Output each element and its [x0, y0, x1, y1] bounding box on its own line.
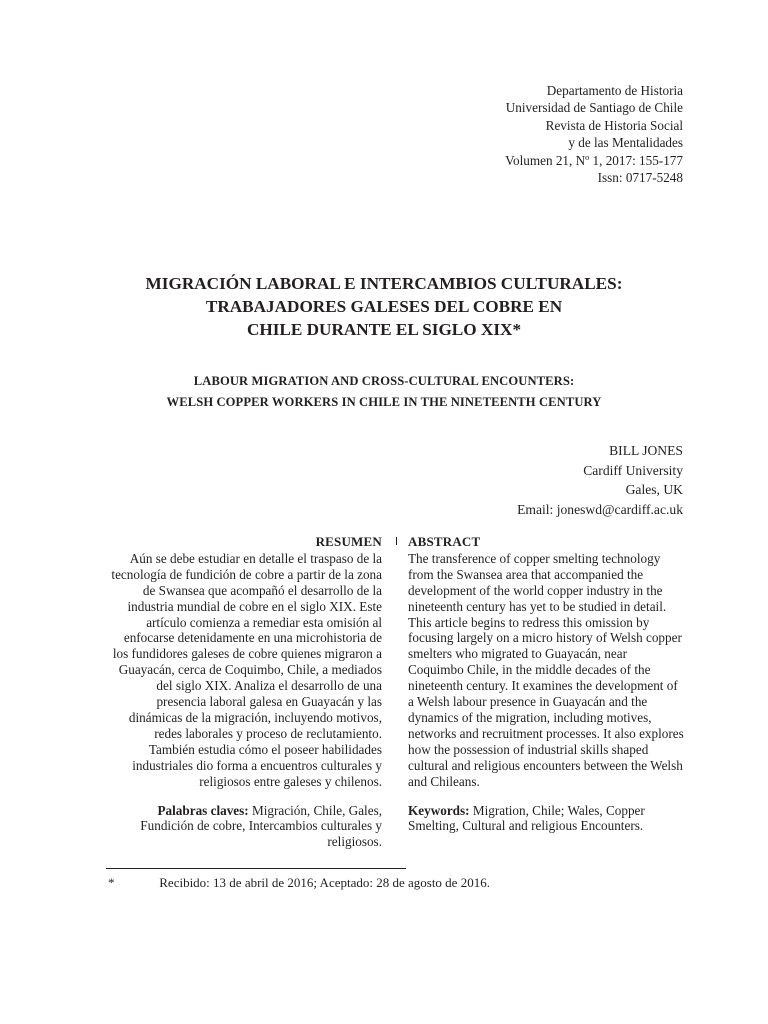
author-name: BILL JONES [609, 443, 683, 458]
resumen-keywords-label: Palabras claves: [157, 802, 249, 818]
resumen-heading: RESUMEN [315, 534, 382, 549]
header-journal-name-cont: y de las Mentalidades [568, 135, 683, 151]
footnote-text: Recibido: 13 de abril de 2016; Aceptado: 28 de agosto de 2016. [159, 875, 490, 890]
title-es-line: MIGRACIÓN LABORAL E INTERCAMBIOS CULTURALES: [145, 274, 623, 293]
abstract-column [408, 534, 684, 834]
abstract-keywords [408, 803, 684, 835]
journal-header [505, 82, 683, 186]
header-issn: Issn: 0717-5248 [597, 170, 683, 186]
article-title-spanish [60, 272, 708, 341]
header-journal-name: Revista de Historia Social [545, 117, 683, 133]
title-en-line: LABOUR MIGRATION AND CROSS-CULTURAL ENCOUNTERS: [193, 374, 575, 388]
header-department: Departamento de Historia [546, 83, 683, 98]
header-volume: Volumen 21, Nº 1, 2017: 155-177 [505, 152, 683, 168]
footnote [108, 875, 490, 891]
abstract-heading: ABSTRACT [408, 534, 481, 549]
resumen-keywords [106, 803, 382, 851]
title-en-line: WELSH COPPER WORKERS IN CHILE IN THE NINETEENTH CENTURY [166, 394, 602, 409]
title-es-line: CHILE DURANTE EL SIGLO XIX* [246, 320, 522, 339]
title-es-line: TRABAJADORES GALESES DEL COBRE EN [205, 297, 563, 316]
column-divider [396, 537, 397, 545]
footnote-rule [106, 868, 406, 869]
resumen-text: Aún se debe estudiar en detalle el traspaso de la tecnología de fundición de cobre a partir de la zona de Swansea que acompañó el desarrollo de la industria mundial de cobre en el siglo XIX. Este artículo comienza a remediar esta omisión al enfocarse detenidamente en una microhistoria de los fundidores galeses de cobre quienes migraron a Guayacán, cerca de Coquimbo, Chile, a mediados del siglo XIX. Analiza el desarrollo de una presencia laboral galesa en Guayacán y las dinámicas de la migración, incluyendo motivos, redes laborales y proceso de reclutamiento. También estudia cómo el poseer habilidades industriales dio forma a encuentros culturales y religiosos entre galeses y chilenos. [111, 550, 382, 789]
header-university: Universidad de Santiago de Chile [505, 100, 683, 116]
abstract-keywords-label: Keywords: [408, 802, 470, 818]
footnote-mark: * [108, 875, 115, 890]
author-affiliation: Cardiff University [583, 462, 683, 478]
resumen-column [106, 534, 382, 850]
article-title-english [60, 371, 708, 412]
author-info [517, 441, 683, 519]
author-email[interactable]: Email: joneswd@cardiff.ac.uk [517, 501, 683, 517]
author-location: Gales, UK [625, 482, 683, 497]
resumen-keywords-text: Migración, Chile, Gales, Fundición de cobre, Intercambios culturales y religiosos. [140, 802, 382, 850]
abstract-text: The transference of copper smelting technology from the Swansea area that accompanied the development of the world copper industry in the nineteenth century has yet to be studied in detail. This article begins to redress this omission by focusing largely on a micro history of Welsh copper smelters who migrated to Guayacán, near Coquimbo Chile, in the middle decades of the nineteenth century. It examines the development of a Welsh labour presence in Guayacán and the dynamics of the migration, including motives, networks and recruitment processes. It also explores how the possession of industrial skills shaped cultural and religious encounters between the Welsh and Chileans. [408, 550, 684, 789]
abstract-keywords-text: Migration, Chile; Wales, Copper Smelting, Cultural and religious Encounters. [408, 802, 645, 834]
